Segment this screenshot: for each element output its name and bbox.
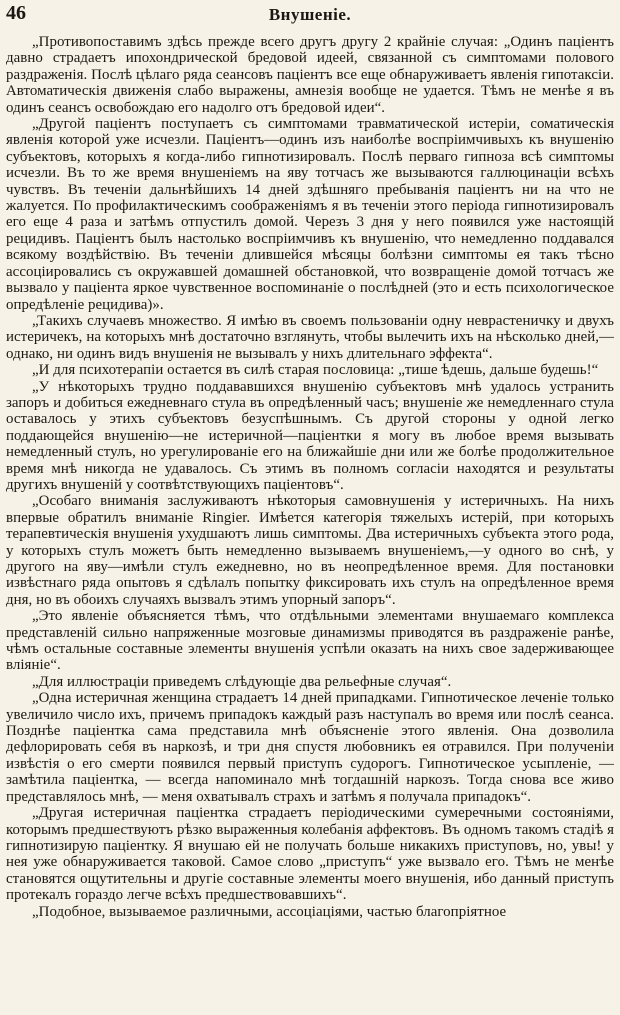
paragraph-6: „Особаго вниманія заслуживаютъ нѣкоторыя самовнушенія у истеричныхъ. На нихъ впервые обратилъ вниманіе Ringier. Имѣется категорія тяжелыхъ истерій, при которыхъ терапевтическія внушенія ухудшаютъ лишь симптомы. Два истеричныхъ субъекта этого рода, у которыхъ стулъ можетъ быть немедленно вызываемъ внушеніемъ,—у одного во снѣ, у другого на яву—имѣли стулъ ежедневно, но въ неопредѣленное время. Для постановки извѣстнаго ряда опытовъ я сдѣлалъ попытку фиксировать ихъ стулъ на опредѣленное время дня, но въ обоихъ случаяхъ вызвалъ этимъ упорный запоръ“.: [6, 493, 614, 608]
paragraph-11: „Подобное, вызываемое различными, ассоціаціями, частью благопріятное: [32, 903, 507, 920]
paragraph-10: „Другая истеричная паціентка страдаетъ періодическими сумеречными состояніями, которымъ предшествуютъ рѣзко выраженныя колебанія аффектовъ. Въ одномъ такомъ стадіѣ я гипнотизирую паціентку. Я внушаю ей не получать больше никакихъ приступовъ, но, увы! у нея уже обнаруживается таковой. Самое слово „приступъ“ уже вызвало его. Тѣмъ не менѣе становятся ощутительны и другіе составные элементы моего внушенія, ибо данный приступъ протекалъ гораздо легче всѣхъ предшествовавшихъ“.: [6, 805, 614, 904]
paragraph-9: „Одна истеричная женщина страдаетъ 14 дней припадками. Гипнотическое леченіе только увеличило число ихъ, причемъ припадокъ каждый разъ наступалъ во время или послѣ сеанса. Позднѣе паціентка сама представила мнѣ объясненіе этого явленія. Она дозволила дефлорировать себя въ наркозѣ, и три дня спустя любовникъ ея отравился. При полученіи извѣстія о его смерти появился первый приступъ судорогъ. Гипнотическое усыпленіе, — замѣтила паціентка, — всегда напоминало мнѣ тогдашній наркозъ. Тогда снова все живо представлялось мнѣ, — меня охватывалъ страхъ и затѣмъ я получала припадокъ“.: [6, 690, 614, 805]
paragraph-4: „И для психотерапіи остается въ силѣ старая пословица: „тише ѣдешь, дальше будешь!“: [32, 362, 599, 379]
paragraph-7: „Это явленіе объясняется тѣмъ, что отдѣльными элементами внушаемаго комплекса представленій сильно напряженные мозговые динамизмы приводятся въ раздраженіе ранѣе, чѣмъ остальные составные элементы внушенія успѣли оказать на нихъ свое задерживающее вліяніе“.: [6, 608, 614, 674]
paragraph-1: „Противопоставимъ здѣсь прежде всего другъ другу 2 крайніе случая: „Одинъ паціентъ давно страдаетъ ипохондрической бредовой идеей, связанной съ симптомами полового раздраженія. Послѣ цѣлаго ряда сеансовъ паціентъ все еще обнаруживаетъ явленія гипотаксіи. Автоматическія движенія слабо выражены, амнезія вообще не удается. Тѣмъ не менѣе я въ одинъ сеансъ освобождаю его надолго отъ бредовой идеи“.: [6, 34, 614, 116]
paragraph-2: „Другой паціентъ поступаетъ съ симптомами травматической истеріи, соматическія явленія которой уже исчезли. Паціентъ—одинъ изъ наиболѣе воспріимчивыхъ къ внушенію субъектовъ, которыхъ я когда-либо гипнотизировалъ. Послѣ перваго гипноза всѣ симптомы исчезли. Въ то же время внушеніемъ на яву тотчасъ же вызываются галлюцинаціи всѣхъ чувствъ. Въ теченіи дальнѣйшихъ 14 дней здѣшняго пребыванія паціентъ ни на что не жалуется. По профилактическимъ соображеніямъ я въ теченіи этого періода гипнотизировалъ его еще 4 раза и затѣмъ отпустилъ домой. Черезъ 3 дня у него появился уже настоящій рецидивъ. Паціентъ былъ настолько воспріимчивъ къ внушенію, что немедленно поддавался всякому воздѣйствію. Въ теченіи длившейся мѣсяцы болѣзни симптомы ея такъ тѣсно ассоціировались съ окружавшей домашней обстановкой, что возвращеніе домой тотчасъ же вызвало у паціента яркое чувственное воспоминаніе о послѣдней (это и есть психологическое опредѣленіе рецидива)».: [6, 116, 614, 313]
paragraph-8: „Для иллюстраціи приведемъ слѣдующіе два рельефные случая“.: [32, 673, 452, 690]
paragraph-5: „У нѣкоторыхъ трудно поддававшихся внушенію субъектовъ мнѣ удалось устранить запоръ и добиться ежедневнаго стула въ опредѣленный часъ; внушеніе же немедленнаго стула оставалось у этихъ субъектовъ безуспѣшнымъ. Съ другой стороны у одной легко поддающейся внушенію—не истеричной—паціентки я могу въ любое время вызывать немедленный стулъ, но урегулированіе его на ближайшіе дни или же болѣе продолжительное время мнѣ никогда не удавалось. Съ этимъ въ полномъ согласіи находятся и результаты другихъ внушеній у соотвѣтствующихъ паціентовъ“.: [6, 378, 614, 493]
page-body: [6, 34, 614, 920]
paragraph-3: „Такихъ случаевъ множество. Я имѣю въ своемъ пользованіи одну неврастеничку и двухъ истеричекъ, на которыхъ мнѣ достаточно взглянуть, чтобы вылечить ихъ на нѣсколько дней,—однако, ни одинъ видъ внушенія не вызывалъ у нихъ длительнаго эффекта“.: [6, 312, 614, 362]
running-title: Внушеніе.: [268, 5, 352, 24]
page-header: [6, 2, 614, 28]
page-number: 46: [6, 2, 26, 24]
